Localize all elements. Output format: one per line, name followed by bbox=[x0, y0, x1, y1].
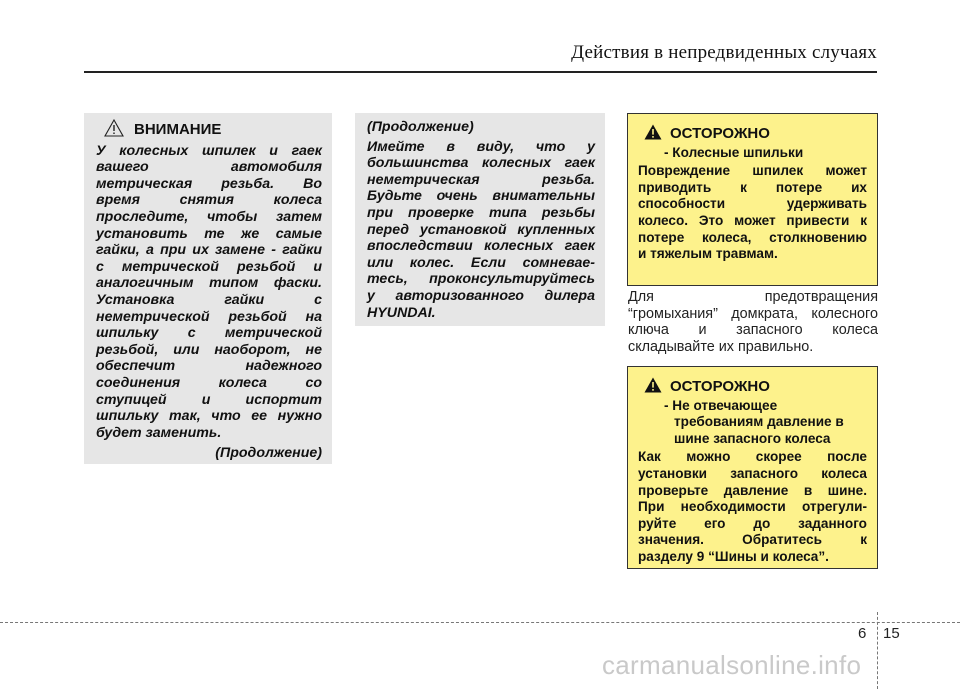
warning-line: впоследствии колесных гаек bbox=[367, 238, 595, 255]
caution-heading-text: ОСТОРОЖНО bbox=[670, 125, 770, 142]
caution-line: приводить к потере их bbox=[638, 179, 867, 195]
body-paragraph bbox=[628, 289, 878, 355]
warning-heading bbox=[104, 119, 322, 142]
page-number: 15 bbox=[883, 625, 900, 642]
warning-line: время снятия колеса bbox=[96, 192, 322, 209]
warning-line: тесь, проконсультируйтесь bbox=[367, 271, 595, 288]
body-line: ключа и запасного колеса bbox=[628, 322, 878, 339]
body-line: складывайте их правильно. bbox=[628, 338, 814, 355]
page-number-separator bbox=[877, 612, 878, 689]
caution-heading bbox=[644, 124, 867, 145]
caution-heading-text: ОСТОРОЖНО bbox=[670, 378, 770, 395]
warning-line: будет заменить. bbox=[96, 424, 222, 441]
footer-divider bbox=[0, 622, 960, 623]
caution-line: Как можно скорее после bbox=[638, 449, 867, 465]
page-header-title: Действия в непредвиденных случаях bbox=[571, 42, 877, 63]
caution-subheading: требованиям давление в bbox=[674, 414, 844, 430]
caution-line: Повреждение шпилек может bbox=[638, 163, 867, 179]
warning-box bbox=[84, 113, 332, 464]
warning-line: гайки, а при их замене - гайки bbox=[96, 242, 322, 259]
caution-line: При необходимости отрегули- bbox=[638, 499, 867, 515]
warning-line: Будьте очень внимательны bbox=[367, 188, 595, 205]
warning-line: установить те же самые bbox=[96, 225, 322, 242]
warning-line: Установка гайки с bbox=[96, 291, 322, 308]
warning-line: неметрической резьбой на bbox=[96, 308, 322, 325]
warning-heading-text: ВНИМАНИЕ bbox=[134, 121, 222, 138]
body-line: Для предотвращения bbox=[628, 289, 878, 305]
continued-label: (Продолжение) bbox=[367, 119, 474, 135]
body-line: “громыхания” домкрата, колесного bbox=[628, 305, 878, 322]
warning-line: перед установкой купленных bbox=[367, 221, 595, 238]
warning-line: ступицей и испортит bbox=[96, 391, 322, 408]
caution-subheading: - Не отвечающее bbox=[664, 397, 778, 413]
caution-subheading: - Колесные шпильки bbox=[664, 144, 804, 160]
warning-line: аналогичным типом фаски. bbox=[96, 275, 322, 292]
warning-line: метрическая резьба. Во bbox=[96, 175, 322, 192]
caution-line: потере колеса, столкновению bbox=[638, 229, 867, 245]
caution-box-wheel-studs bbox=[627, 113, 878, 286]
warning-line: Имейте в виду, что у bbox=[367, 138, 595, 155]
caution-line: разделу 9 “Шины и колеса”. bbox=[638, 548, 829, 564]
warning-line: с метрической резьбой и bbox=[96, 258, 322, 275]
warning-line: при проверке типа резьбы bbox=[367, 204, 595, 221]
caution-heading bbox=[644, 377, 867, 398]
warning-line: большинства колесных гаек bbox=[367, 155, 595, 172]
watermark: carmanualsonline.info bbox=[602, 650, 862, 680]
warning-line: резьбой, или наоборот, не bbox=[96, 341, 322, 358]
caution-line: установки запасного колеса bbox=[638, 465, 867, 481]
warning-line: неметрическая резьба. bbox=[367, 171, 595, 188]
caution-line: и тяжелым травмам. bbox=[638, 246, 778, 262]
continued-label: (Продолжение) bbox=[215, 445, 322, 462]
caution-line: проверьте давление в шине. bbox=[638, 482, 867, 498]
chapter-number: 6 bbox=[858, 625, 867, 642]
caution-line: руйте его до заданного bbox=[638, 515, 867, 531]
header-divider bbox=[84, 71, 877, 73]
warning-line: HYUNDAI. bbox=[367, 304, 436, 321]
warning-line: или колес. Если сомневае- bbox=[367, 254, 595, 271]
warning-triangle-icon bbox=[104, 119, 124, 142]
warning-line: проследите, чтобы затем bbox=[96, 208, 322, 225]
caution-subheading: шине запасного колеса bbox=[674, 430, 831, 446]
caution-line: способности удерживать bbox=[638, 196, 867, 212]
warning-line: вашего автомобиля bbox=[96, 159, 322, 176]
caution-line: колесо. Это может привести к bbox=[638, 212, 867, 228]
warning-line: обеспечит надежного bbox=[96, 358, 322, 375]
warning-line: шпильку с метрической bbox=[96, 325, 322, 342]
caution-triangle-icon bbox=[644, 124, 662, 145]
warning-line: у авторизованного дилера bbox=[367, 287, 595, 304]
continued-warning-box bbox=[355, 113, 605, 326]
caution-box-spare-tire-pressure bbox=[627, 366, 878, 569]
warning-line: шпильку так, что ее нужно bbox=[96, 408, 322, 425]
warning-line: соединения колеса со bbox=[96, 374, 322, 391]
caution-line: значения. Обратитесь к bbox=[638, 532, 867, 548]
warning-line: У колесных шпилек и гаек bbox=[96, 142, 322, 159]
caution-triangle-icon bbox=[644, 377, 662, 398]
